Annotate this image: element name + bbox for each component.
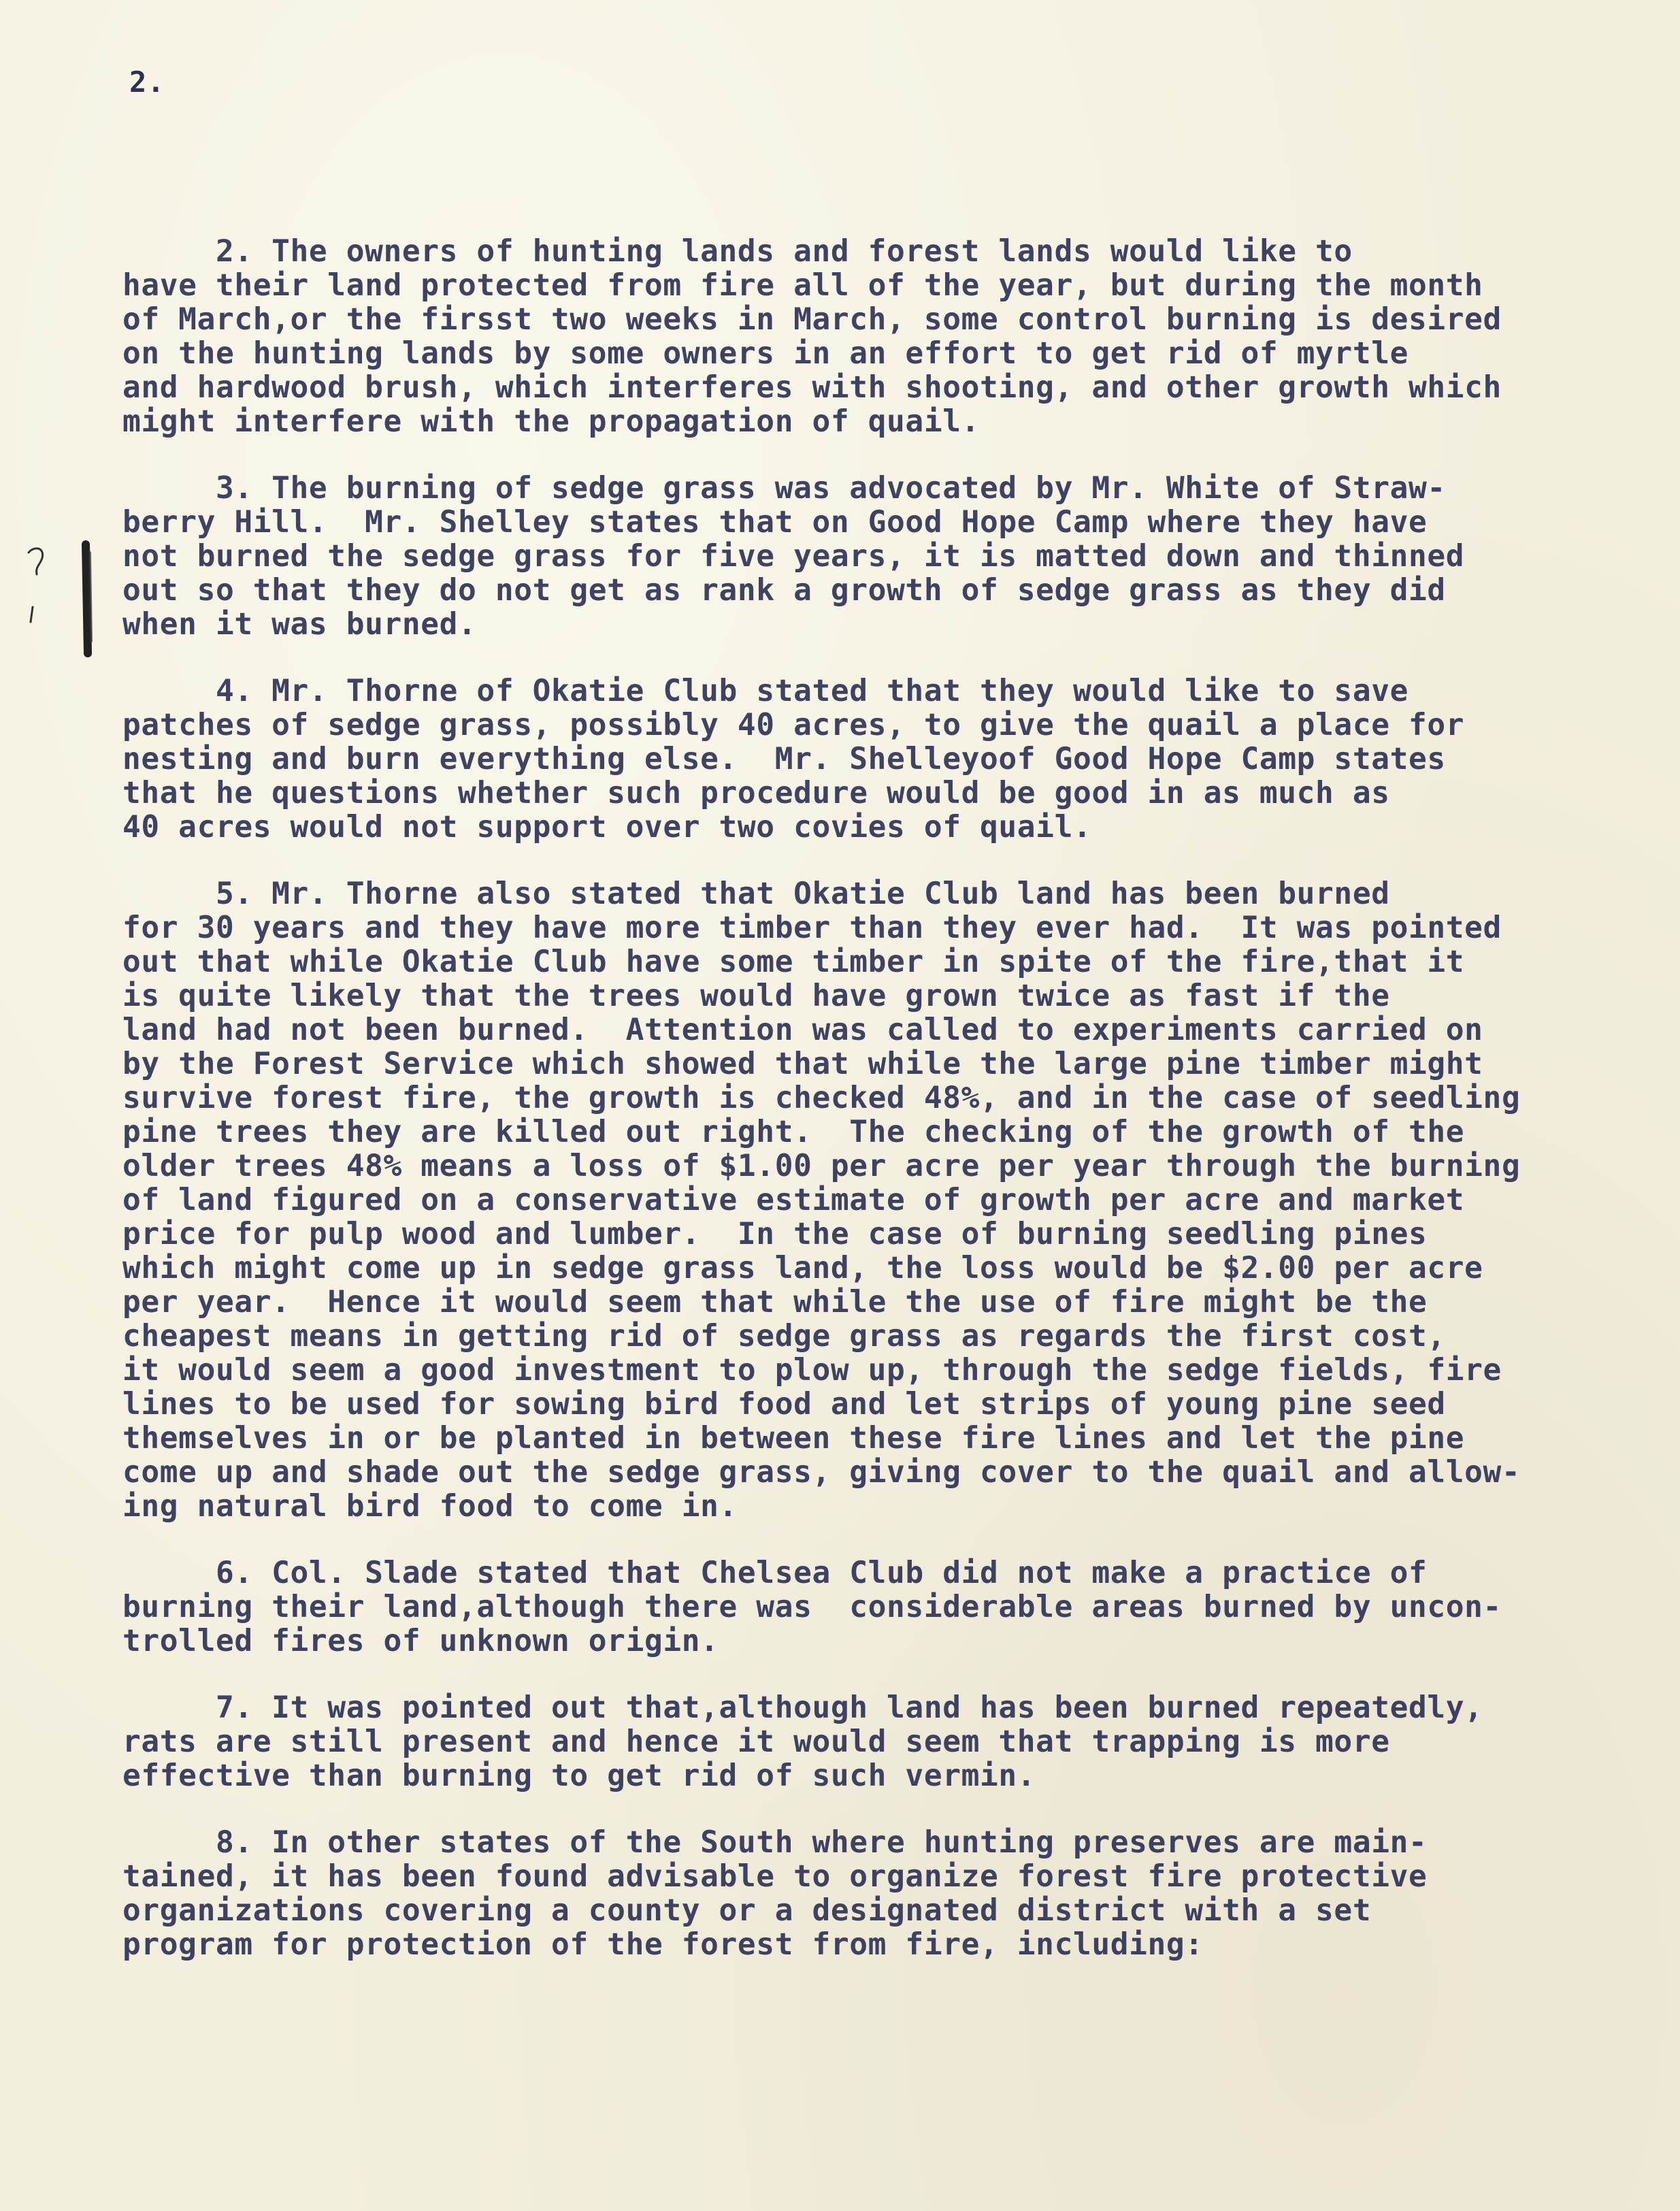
text-line: is quite likely that the trees would have grown twice as fast if the xyxy=(122,979,1390,1013)
text-line: ing natural bird food to come in. xyxy=(122,1489,738,1524)
text-line: berry Hill. Mr. Shelley states that on Good Hope Camp where they have xyxy=(122,505,1428,540)
paragraph-8 xyxy=(122,1826,1660,1962)
paragraph-7 xyxy=(122,1691,1660,1793)
text-line: have their land protected from fire all of the year, but during the month xyxy=(122,268,1483,303)
text-line: older trees 48% means a loss of $1.00 per acre per year through the burning xyxy=(122,1149,1521,1183)
text-line: come up and shade out the sedge grass, giving cover to the quail and allow- xyxy=(122,1455,1521,1490)
text-line: which might come up in sedge grass land, the loss would be $2.00 per acre xyxy=(122,1251,1483,1285)
text-line: of March,or the firsst two weeks in March, some control burning is desired xyxy=(122,302,1502,337)
text-line: per year. Hence it would seem that while the use of fire might be the xyxy=(122,1285,1428,1320)
text-line: by the Forest Service which showed that while the large pine timber might xyxy=(122,1047,1483,1081)
paragraph-4 xyxy=(122,674,1660,845)
text-line: program for protection of the forest from fire, including: xyxy=(122,1927,1204,1962)
text-line: trolled fires of unknown origin. xyxy=(122,1624,719,1658)
text-line: burning their land,although there was considerable areas burned by uncon- xyxy=(122,1590,1502,1624)
handwritten-margin-mark xyxy=(19,539,108,661)
text-line: cheapest means in getting rid of sedge grass as regards the first cost, xyxy=(122,1319,1446,1354)
text-line: that he questions whether such procedure would be good in as much as xyxy=(122,776,1390,810)
text-line: lines to be used for sowing bird food and let strips of young pine seed xyxy=(122,1387,1446,1422)
text-line: organizations covering a county or a designated district with a set xyxy=(122,1893,1372,1928)
paragraph-6 xyxy=(122,1556,1660,1658)
text-line: 7. It was pointed out that,although land has been burned repeatedly, xyxy=(122,1690,1483,1725)
text-line: 8. In other states of the South where hunting preserves are main- xyxy=(122,1825,1428,1860)
text-line: of land figured on a conservative estimate of growth per acre and market xyxy=(122,1183,1465,1217)
paragraph-2 xyxy=(122,235,1660,439)
text-line: tained, it has been found advisable to organize forest fire protective xyxy=(122,1859,1428,1894)
text-line: it would seem a good investment to plow up, through the sedge fields, fire xyxy=(122,1353,1502,1388)
text-line: on the hunting lands by some owners in an effort to get rid of myrtle xyxy=(122,336,1409,371)
page-number: 2. xyxy=(129,65,165,99)
text-line: 4. Mr. Thorne of Okatie Club stated that they would like to save xyxy=(122,674,1409,708)
text-line: for 30 years and they have more timber than they ever had. It was pointed xyxy=(122,911,1502,945)
text-line: price for pulp wood and lumber. In the case of burning seedling pines xyxy=(122,1217,1428,1251)
text-line: patches of sedge grass, possibly 40 acres, to give the quail a place for xyxy=(122,708,1465,742)
text-line: land had not been burned. Attention was called to experiments carried on xyxy=(122,1013,1483,1047)
text-line: survive forest fire, the growth is checked 48%, and in the case of seedling xyxy=(122,1081,1521,1115)
paragraph-3 xyxy=(122,472,1660,642)
document-body xyxy=(122,235,1660,1995)
text-line: 40 acres would not support over two covies of quail. xyxy=(122,810,1092,845)
text-line: nesting and burn everything else. Mr. Shelleyoof Good Hope Camp states xyxy=(122,742,1446,776)
text-line: 3. The burning of sedge grass was advocated by Mr. White of Straw- xyxy=(122,471,1446,506)
text-line: and hardwood brush, which interferes with shooting, and other growth which xyxy=(122,370,1502,405)
text-line: might interfere with the propagation of quail. xyxy=(122,404,980,439)
text-line: pine trees they are killed out right. The checking of the growth of the xyxy=(122,1115,1465,1149)
text-line: rats are still present and hence it would seem that trapping is more xyxy=(122,1724,1390,1759)
paragraph-5 xyxy=(122,877,1660,1524)
text-line: themselves in or be planted in between these fire lines and let the pine xyxy=(122,1421,1465,1456)
text-line: 2. The owners of hunting lands and forest lands would like to xyxy=(122,234,1353,269)
text-line: out that while Okatie Club have some timber in spite of the fire,that it xyxy=(122,945,1465,979)
text-line: 6. Col. Slade stated that Chelsea Club did not make a practice of xyxy=(122,1556,1428,1590)
text-line: effective than burning to get rid of such vermin. xyxy=(122,1758,1036,1793)
text-line: when it was burned. xyxy=(122,607,477,642)
text-line: 5. Mr. Thorne also stated that Okatie Club land has been burned xyxy=(122,877,1390,911)
text-line: out so that they do not get as rank a growth of sedge grass as they did xyxy=(122,573,1446,608)
text-line: not burned the sedge grass for five years, it is matted down and thinned xyxy=(122,539,1465,574)
